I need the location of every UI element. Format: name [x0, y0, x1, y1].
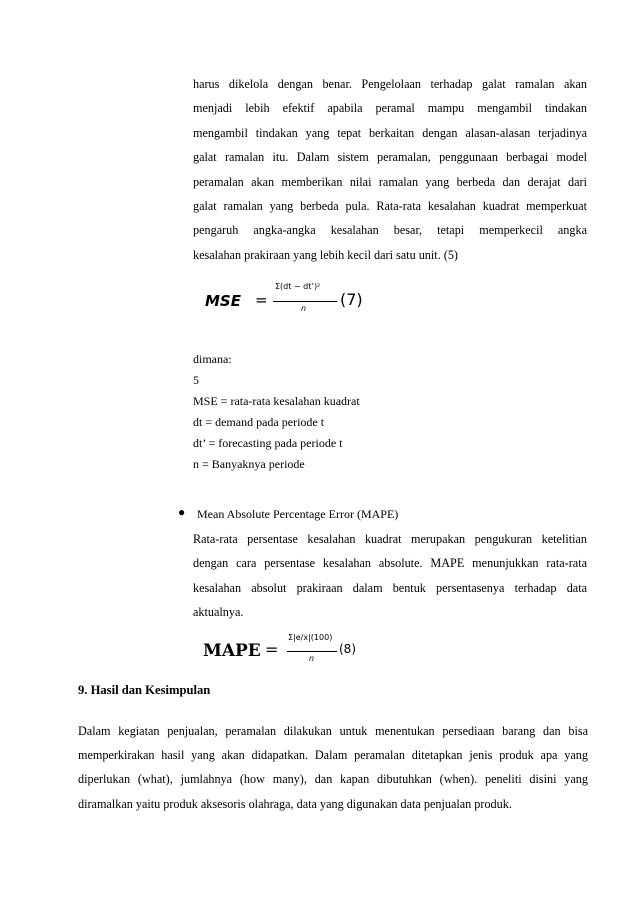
bullet-icon: ●: [178, 505, 186, 519]
paragraph-hasil: [78, 719, 588, 816]
text-line: diperlukan (what), jumlahnya (how many), dan kapan dibutuhkan (when). peneliti disini yang: [78, 772, 588, 787]
text-line: galat ramalan yang berbeda pula. Rata-rata kesalahan kuadrat memperkuat: [193, 199, 587, 214]
text-line: kesalahan prakiraan yang lebih kecil dari satu unit. (5): [193, 247, 458, 262]
text-line: kesalahan absolut prakiraan dalam bentuk persentasenya terhadap data: [193, 580, 587, 595]
text-line: memperkirakan hasil yang akan didapatkan. Dalam peramalan ditetapkan jenis produk apa yang: [78, 748, 588, 763]
mape-numerator: Σ|e/x|(100): [288, 633, 333, 642]
definition-item: MSE = rata-rata kesalahan kuadrat: [193, 394, 360, 408]
definition-item: dt = demand pada periode t: [193, 415, 325, 429]
paragraph-galat-ramalan: [193, 72, 587, 267]
text-line: diramalkan yaitu produk aksesoris olahraga, data yang digunakan data penjualan produk.: [78, 796, 512, 811]
mse-numerator: Σ(dt − dt’)²: [275, 282, 321, 291]
mse-eq-number: (7): [340, 290, 363, 309]
mape-denominator: n: [309, 654, 315, 663]
text-line: harus dikelola dengan benar. Pengelolaan terhadap galat ramalan akan: [193, 77, 587, 91]
text-line: galat ramalan itu. Dalam sistem peramalan, penggunaan berbagai model: [193, 150, 587, 165]
bullet-title: Mean Absolute Percentage Error (MAPE): [197, 507, 399, 521]
text-line: pengaruh angka-angka kesalahan besar, tetapi memperkecil angka: [193, 223, 587, 238]
mape-eq-number: (8): [339, 642, 356, 656]
definitions-block: [193, 349, 493, 475]
definition-item: n = Banyaknya periode: [193, 457, 305, 471]
fraction-bar: [273, 301, 337, 302]
equals-sign: =: [255, 291, 268, 309]
text-line: Rata-rata persentase kesalahan kuadrat merupakan pengukuran ketelitian: [193, 532, 587, 546]
text-line: peramalan akan memberikan nilai ramalan yang berbeda dan derajat dari: [193, 174, 587, 189]
text-line: Dalam kegiatan penjualan, peramalan dilakukan untuk menentukan persediaan barang dan bisa: [78, 724, 588, 738]
fraction-bar: [287, 651, 337, 652]
text-line: menjadi lebih efektif apabila peramal mampu mengambil tindakan: [193, 101, 587, 116]
mape-formula: [203, 630, 363, 670]
paragraph-mape: [193, 527, 587, 625]
mse-denominator: n: [301, 304, 307, 313]
text-line: dengan cara persentase kesalahan absolute. MAPE menunjukkan rata-rata: [193, 556, 587, 571]
equals-sign: =: [265, 640, 279, 659]
text-line: mengambil tindakan yang tepat berkaitan dengan alasan-alasan terjadinya: [193, 125, 587, 140]
mse-lhs: MSE: [205, 292, 241, 310]
definitions-number: 5: [193, 373, 199, 387]
text-line: aktualnya.: [193, 605, 244, 620]
definitions-intro: dimana:: [193, 352, 232, 366]
definition-item: dt’ = forecasting pada periode t: [193, 436, 343, 450]
section-heading: 9. Hasil dan Kesimpulan: [78, 683, 211, 697]
mse-formula: [205, 282, 365, 322]
mape-lhs: MAPE: [203, 641, 261, 661]
